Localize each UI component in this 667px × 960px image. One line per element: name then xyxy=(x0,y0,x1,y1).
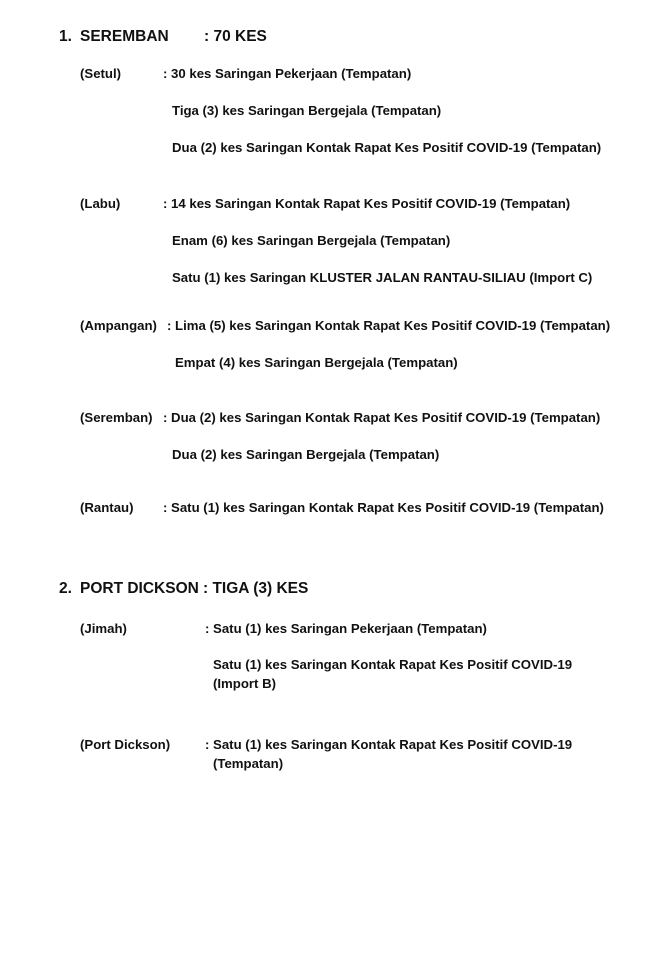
case-line: (Tempatan) xyxy=(213,756,284,771)
section-title: SEREMBAN xyxy=(80,28,169,45)
section-number: 1. xyxy=(59,28,72,45)
case-line: : 14 kes Saringan Kontak Rapat Kes Positif COVID-19 (Tempatan) xyxy=(163,196,571,211)
area-label: (Ampangan) xyxy=(80,318,157,333)
section-title: PORT DICKSON xyxy=(80,580,199,597)
case-line: Tiga (3) kes Saringan Bergejala (Tempatan) xyxy=(172,103,442,118)
area-label: (Setul) xyxy=(80,66,122,81)
area-label: (Seremban) xyxy=(80,410,153,425)
case-line: : Dua (2) kes Saringan Kontak Rapat Kes Positif COVID-19 (Tempatan) xyxy=(163,410,601,425)
case-line: Dua (2) kes Saringan Kontak Rapat Kes Positif COVID-19 (Tempatan) xyxy=(172,140,602,155)
case-line: : Satu (1) kes Saringan Kontak Rapat Kes Positif COVID-19 xyxy=(205,737,573,752)
case-line: Empat (4) kes Saringan Bergejala (Tempatan) xyxy=(175,355,458,370)
case-line: Satu (1) kes Saringan Kontak Rapat Kes Positif COVID-19 xyxy=(213,657,573,672)
case-line: Satu (1) kes Saringan KLUSTER JALAN RANTAU-SILIAU (Import C) xyxy=(172,270,593,285)
area-label: (Labu) xyxy=(80,196,121,211)
case-line: Enam (6) kes Saringan Bergejala (Tempatan) xyxy=(172,233,451,248)
area-label: (Jimah) xyxy=(80,621,127,636)
area-label: (Port Dickson) xyxy=(80,737,171,752)
case-line: : 30 kes Saringan Pekerjaan (Tempatan) xyxy=(163,66,412,81)
section-count: : 70 KES xyxy=(204,28,267,45)
area-label: (Rantau) xyxy=(80,500,134,515)
case-line: : Satu (1) kes Saringan Kontak Rapat Kes Positif COVID-19 (Tempatan) xyxy=(163,500,604,515)
case-line: : Satu (1) kes Saringan Pekerjaan (Tempatan) xyxy=(205,621,487,636)
case-line: (Import B) xyxy=(213,676,276,691)
section-count: : TIGA (3) KES xyxy=(203,580,309,597)
case-line: : Lima (5) kes Saringan Kontak Rapat Kes Positif COVID-19 (Tempatan) xyxy=(167,318,611,333)
section-number: 2. xyxy=(59,580,72,597)
case-line: Dua (2) kes Saringan Bergejala (Tempatan) xyxy=(172,447,440,462)
